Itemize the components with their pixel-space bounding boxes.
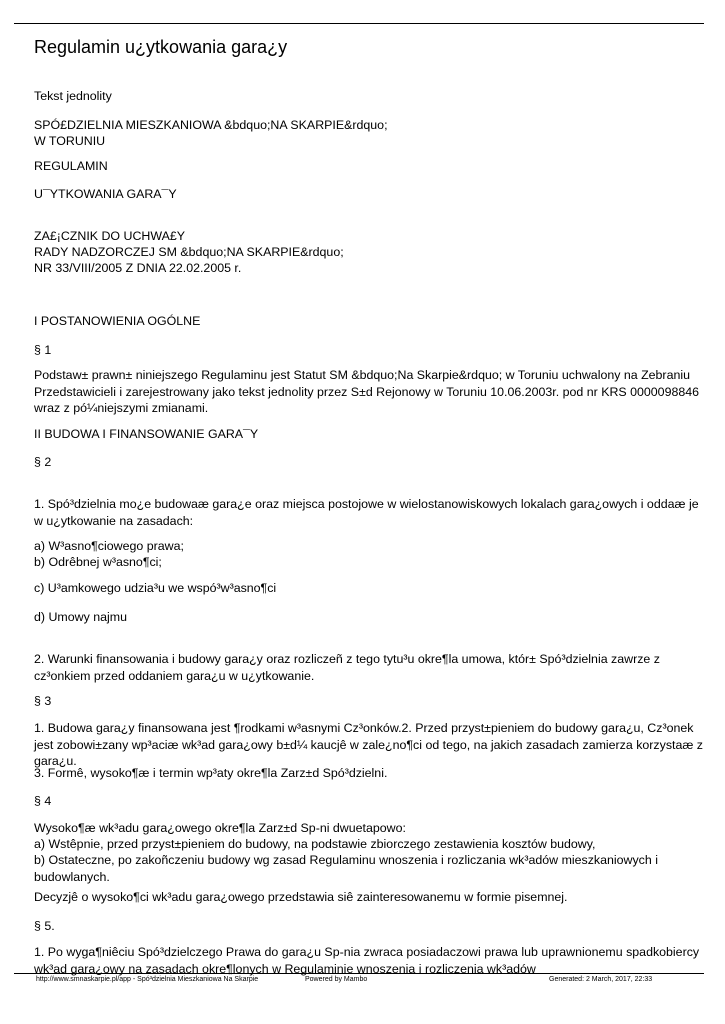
top-rule (14, 23, 704, 24)
paragraph-3-items-1-2: 1. Budowa gara¿y finansowana jest ¶rodkami w³asnymi Cz³onków.2. Przed przyst±pieniem do budowy gara¿u, Cz³onek jest zobowi±zany wp³aciæ wk³ad gara¿owy b±d¼ kaucjê w zale¿no¶ci od tego, na jakich zasadach zamierza korzystaæ z gara¿u. (34, 721, 703, 769)
paragraph-2-item-1: 1. Spó³dzielnia mo¿e budowaæ gara¿e oraz miejsca postojowe w wielostanowiskowych lokalach gara¿owych i oddaæ je w u¿ytkowanie na zasadach: (34, 497, 699, 528)
paragraph-1-text: Podstaw± prawn± niniejszego Regulaminu jest Statut SM &bdquo;Na Skarpie&rdquo; w Toruniu uchwalony na Zebraniu Przedstawicieli i zarejestrowany jako tekst jednolity przez S±d Rejonowy w Toruniu 10.06.2003r. pod nr KRS 0000098846 wraz z pó¼niejszymi zmianami. (34, 368, 700, 416)
paragraph-4-item-b: b) Ostateczne, po zakoñczeniu budowy wg zasad Regulaminu wnoszenia i rozliczania wk³adów mieszkaniowych i budowlanych. (34, 853, 658, 884)
paragraph-2-number: § 2 (34, 455, 52, 469)
paragraph-4-decision: Decyzjê o wysoko¶ci wk³adu gara¿owego przedstawia siê zainteresowanemu w formie pisemnej. (34, 890, 568, 904)
attachment-line1: ZA£¡CZNIK DO UCHWA£Y (34, 229, 185, 243)
paragraph-2-item-a: a) W³asno¶ciowego prawa; (34, 539, 184, 553)
attachment-line2: RADY NADZORCZEJ SM &bdquo;NA SKARPIE&rdquo; (34, 245, 344, 259)
section-1-heading: I POSTANOWIENIA OGÓLNE (34, 314, 201, 328)
paragraph-5-number: § 5. (34, 919, 55, 933)
paragraph-3-number: § 3 (34, 694, 52, 708)
coop-name-line1: SPÓ£DZIELNIA MIESZKANIOWA &bdquo;NA SKARPIE&rdquo; (34, 118, 388, 132)
paragraph-2-item-d: d) Umowy najmu (34, 610, 127, 624)
paragraph-4-item-a: a) Wstêpnie, przed przyst±pieniem do budowy, na podstawie zbiorczego zestawienia kosztów budowy, (34, 837, 596, 851)
footer-powered-by: Powered by Mambo (305, 976, 368, 983)
regulamin-heading: REGULAMIN (34, 159, 108, 173)
section-2-heading: II BUDOWA I FINANSOWANIE GARA¯Y (34, 427, 259, 441)
paragraph-4-intro: Wysoko¶æ wk³adu gara¿owego okre¶la Zarz±d Sp-ni dwuetapowo: (34, 821, 406, 835)
footer-site-link[interactable]: http://www.smnaskarpie.pl/app - Spó³dzielnia Mieszkaniowa Na Skarpie (36, 976, 259, 983)
tekst-jednolity: Tekst jednolity (34, 89, 112, 103)
footer-generated-date: Generated: 2 March, 2017, 22:33 (549, 976, 653, 983)
page-title: Regulamin u¿ytkowania gara¿y (34, 37, 288, 57)
paragraph-5-item-1: 1. Po wyga¶niêciu Spó³dzielczego Prawa do gara¿u Sp-nia zwraca posiadaczowi prawa lub uprawnionemu spadkobiercy wk³ad gara¿owy na zasadach okre¶lonych w Regulaminie wnoszenia i rozliczenia wk³adów (34, 945, 700, 976)
paragraph-2-item-2: 2. Warunki finansowania i budowy gara¿y oraz rozliczeñ z tego tytu³u okre¶la umowa, któr± Spó³dzielnia zawrze z cz³onkiem przed oddaniem gara¿u w u¿ytkowanie. (34, 652, 660, 683)
paragraph-3-item-3: 3. Formê, wysoko¶æ i termin wp³aty okre¶la Zarz±d Spó³dzielni. (34, 766, 388, 780)
coop-name-line2: W TORUNIU (34, 134, 106, 148)
bottom-rule (14, 973, 704, 974)
attachment-line3: NR 33/VIII/2005 Z DNIA 22.02.2005 r. (34, 261, 242, 275)
paragraph-1-number: § 1 (34, 343, 52, 357)
paragraph-2-item-b: b) Odrêbnej w³asno¶ci; (34, 555, 162, 569)
paragraph-4-number: § 4 (34, 794, 52, 808)
paragraph-2-item-c: c) U³amkowego udzia³u we wspó³w³asno¶ci (34, 581, 277, 595)
uzytkowania-heading: U¯YTKOWANIA GARA¯Y (34, 187, 177, 201)
